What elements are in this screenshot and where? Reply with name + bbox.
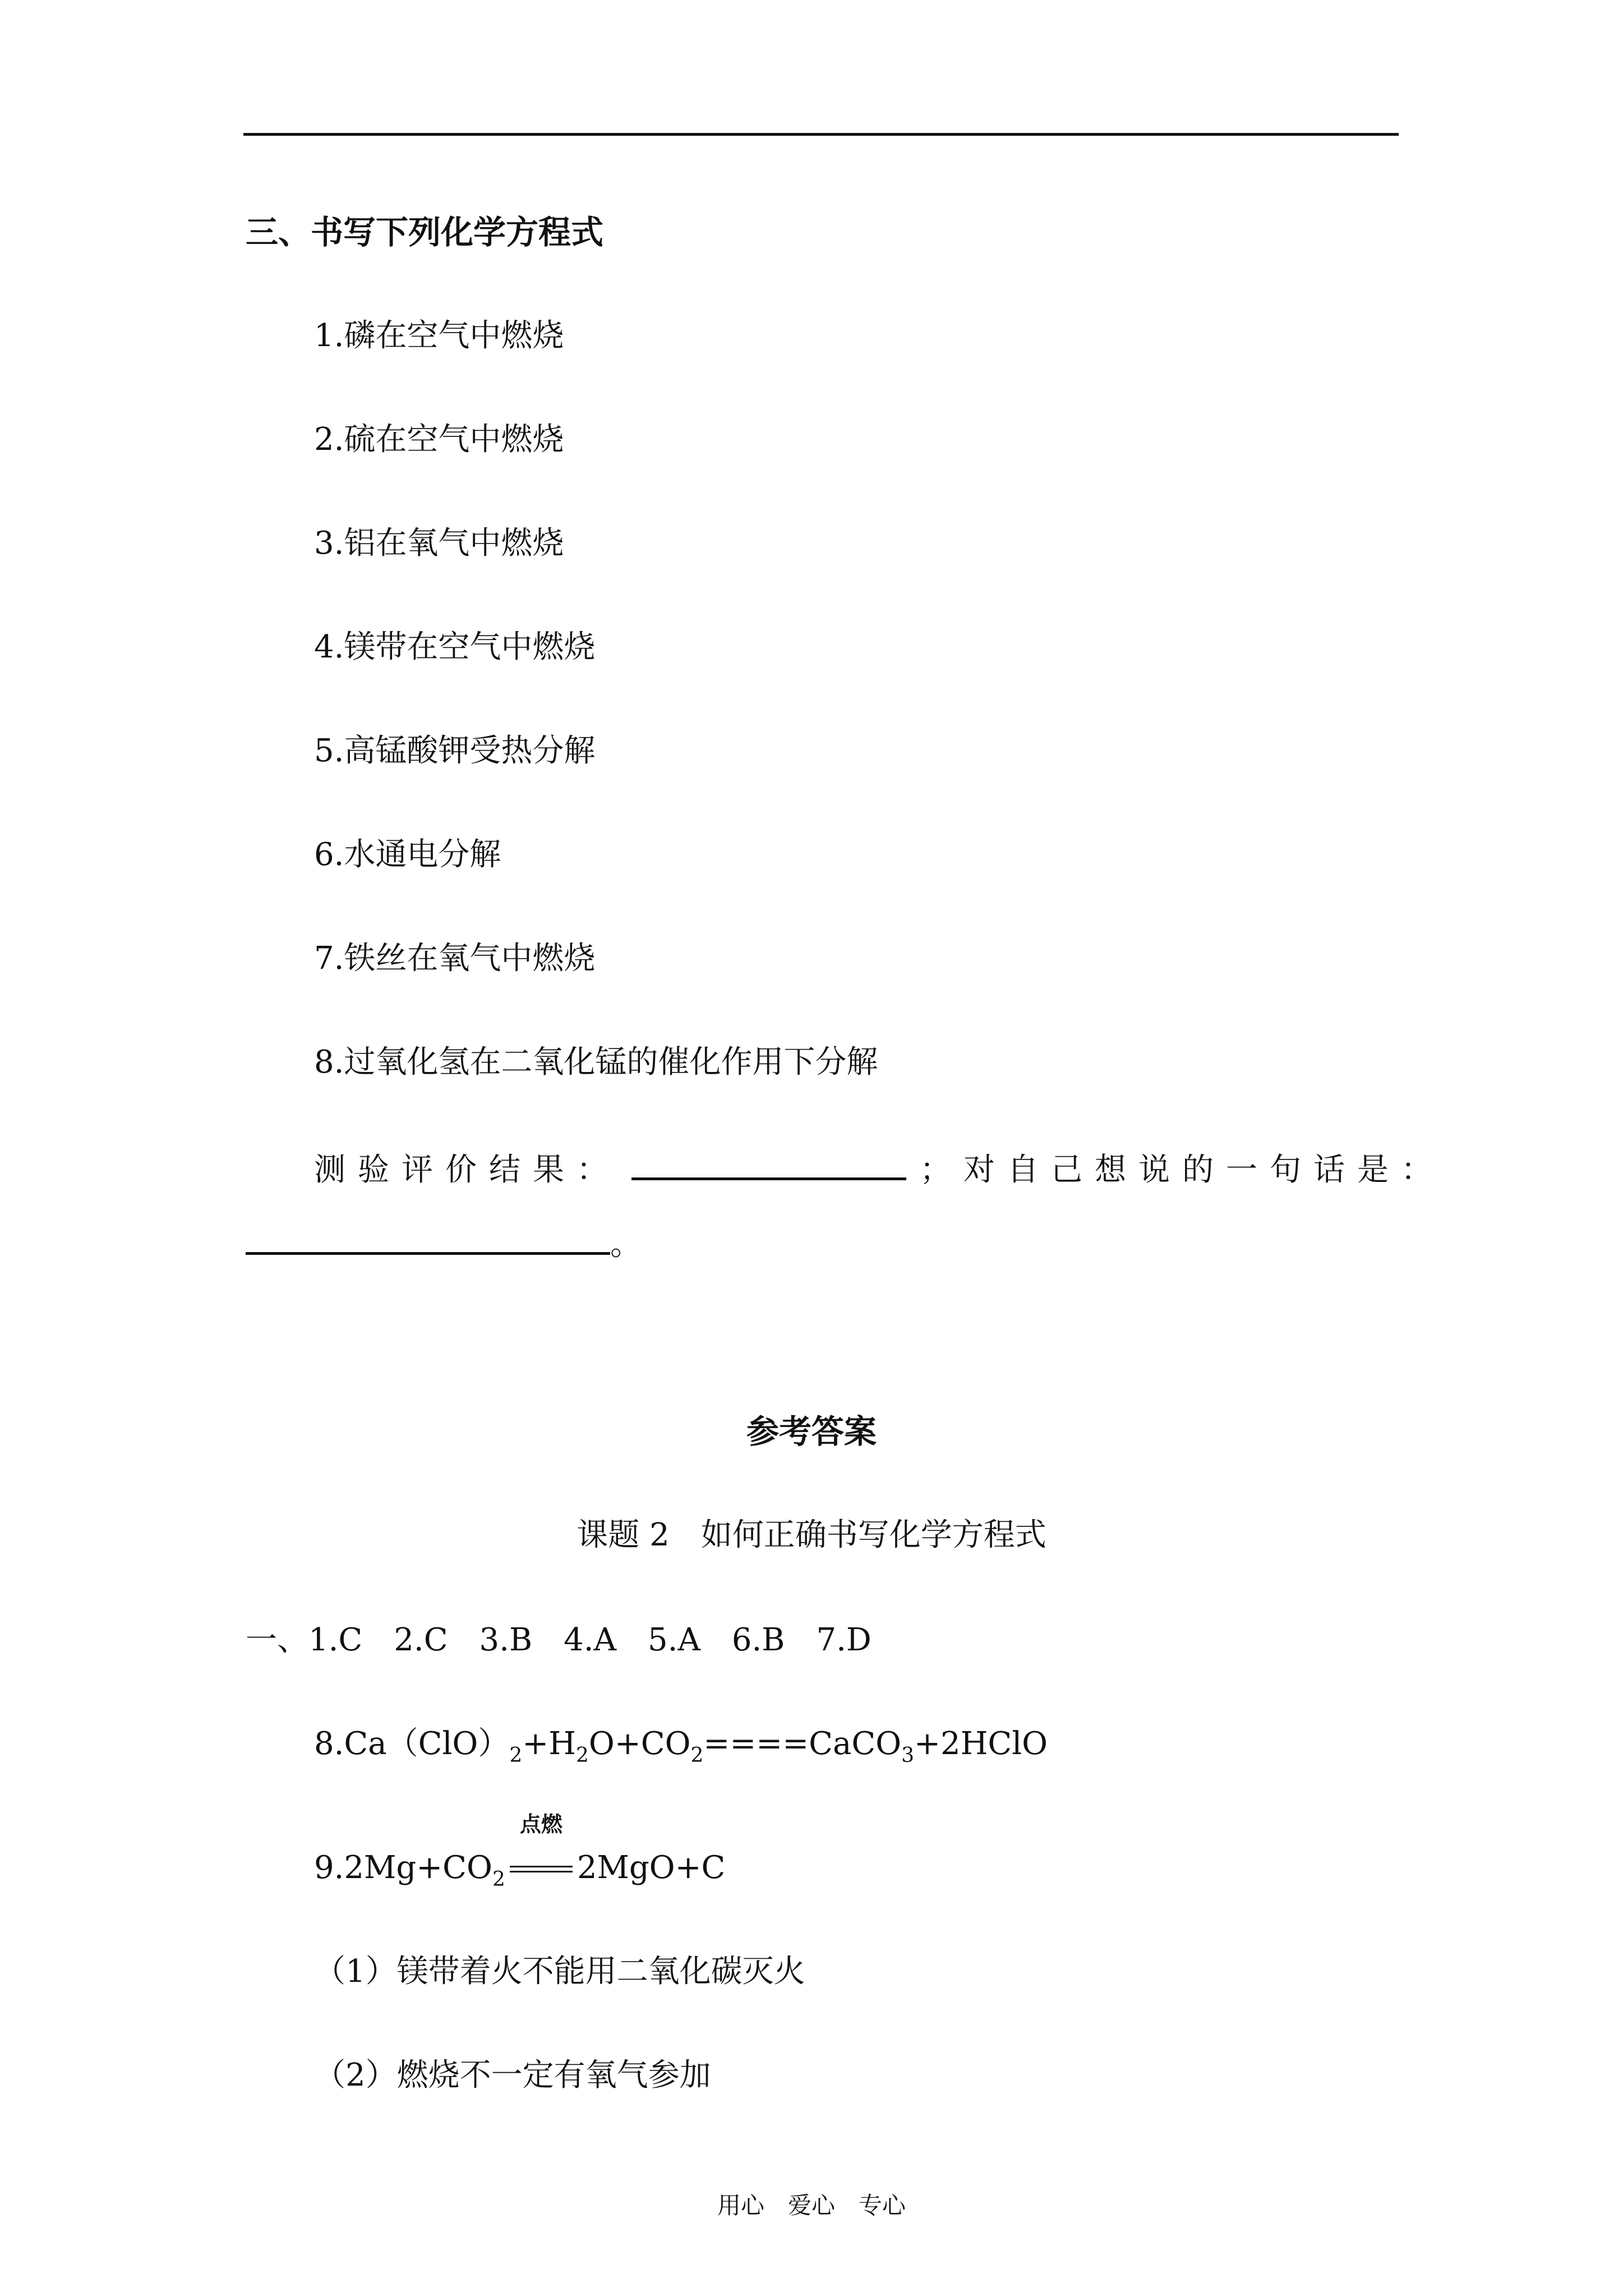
self-comment-label: ；对自己想说的一句话是： <box>920 1152 1445 1188</box>
evaluation-line <box>314 1148 1445 1188</box>
evaluation-label: 测验评价结果： <box>314 1152 620 1188</box>
reaction-condition <box>505 1811 577 1886</box>
equals-sign <box>510 1866 573 1872</box>
question-4: 4.镁带在空气中燃烧 <box>314 629 596 665</box>
question-6: 6.水通电分解 <box>314 836 501 873</box>
question-8: 8.过氧化氢在二氧化锰的催化作用下分解 <box>314 1044 878 1080</box>
answer-note-1: （1）镁带着火不能用二氧化碳灭火 <box>314 1953 805 1990</box>
page-footer: 用心 爱心 专心 <box>717 2192 906 2219</box>
lesson-title: 课题 2 如何正确书写化学方程式 <box>577 1517 1046 1553</box>
evaluation-blank[interactable] <box>631 1148 906 1180</box>
answers-part1: 一、1.C 2.C 3.B 4.A 5.A 6.B 7.D <box>246 1622 872 1658</box>
self-comment-line <box>246 1223 642 1263</box>
answer-note-2: （2）燃烧不一定有氧气参加 <box>314 2057 711 2093</box>
answer-8-equation: $8.Ca(ClO)_2+H_2O+CO_2====CaCO_3+2HClO$ <box>314 1726 1048 1767</box>
section-heading: 三、书写下列化学方程式 <box>246 213 604 251</box>
self-comment-blank[interactable] <box>246 1223 610 1255</box>
header-rule <box>243 133 1399 136</box>
question-7: 7.铁丝在氧气中燃烧 <box>314 940 596 977</box>
condition-label: 点燃 <box>519 1811 562 1837</box>
question-3: 3.铝在氧气中燃烧 <box>314 525 564 562</box>
question-5: 5.高锰酸钾受热分解 <box>314 733 596 769</box>
question-1: 1.磷在空气中燃烧 <box>314 318 564 354</box>
end-mark: 。 <box>610 1226 642 1263</box>
answers-title: 参考答案 <box>746 1412 877 1451</box>
question-2: 2.硫在空气中燃烧 <box>314 421 564 458</box>
answer-9-equation: $9.2Mg+CO_2$ 点燃 2MgO+C <box>314 1811 726 1891</box>
